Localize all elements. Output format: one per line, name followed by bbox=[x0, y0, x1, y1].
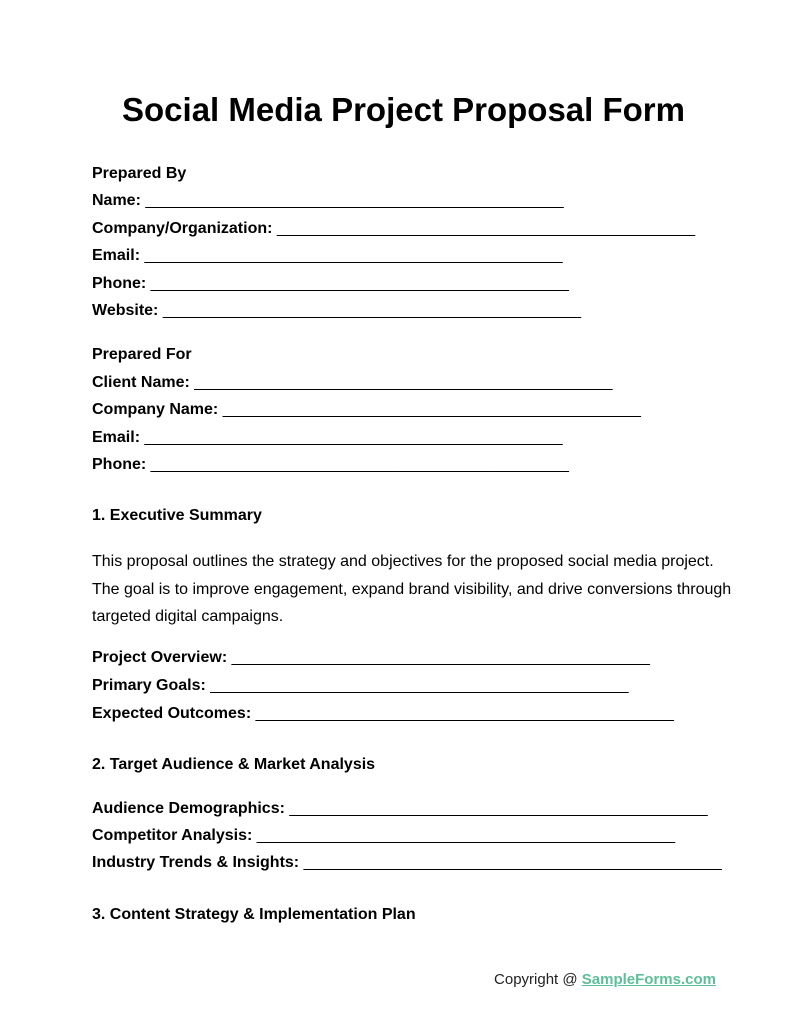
field-label: Name: bbox=[92, 192, 141, 209]
field-label: Client Name: bbox=[92, 374, 190, 391]
client-phone-field[interactable] bbox=[92, 455, 569, 475]
prepared-for-heading: Prepared For bbox=[92, 346, 192, 363]
company-organization-field[interactable] bbox=[92, 219, 695, 239]
footer-copyright bbox=[420, 970, 716, 990]
field-label: Competitor Analysis: bbox=[92, 827, 253, 844]
competitor-analysis-field[interactable] bbox=[92, 826, 675, 846]
field-blank[interactable]: _______________________________________________ bbox=[289, 800, 708, 817]
field-blank[interactable]: _______________________________________________ bbox=[144, 247, 563, 264]
field-label: Email: bbox=[92, 429, 141, 446]
website-field[interactable] bbox=[92, 301, 581, 321]
client-email-field[interactable] bbox=[92, 428, 563, 448]
field-label: Email: bbox=[92, 247, 141, 264]
section-heading-executive-summary: 1. Executive Summary bbox=[92, 507, 262, 524]
project-overview-field[interactable] bbox=[92, 648, 650, 668]
field-blank[interactable]: _______________________________________________ bbox=[256, 827, 676, 844]
field-label: Company Name: bbox=[92, 401, 219, 418]
field-label: Phone: bbox=[92, 456, 147, 473]
field-blank[interactable]: _______________________________________________ bbox=[162, 302, 582, 319]
name-field[interactable] bbox=[92, 191, 564, 211]
field-label: Industry Trends & Insights: bbox=[92, 854, 300, 871]
expected-outcomes-field[interactable] bbox=[92, 704, 674, 724]
primary-goals-field[interactable] bbox=[92, 676, 629, 696]
field-blank[interactable]: _______________________________________________ bbox=[144, 429, 563, 446]
field-blank[interactable]: _______________________________________________ bbox=[276, 220, 696, 237]
executive-summary-paragraph: This proposal outlines the strategy and objectives for the proposed social media project. The goal is to improve engagement, expand brand visibility, and drive conversions through targeted digital campaigns. bbox=[92, 553, 732, 625]
field-blank[interactable]: _______________________________________________ bbox=[150, 456, 569, 473]
copyright-text: Copyright @ bbox=[494, 971, 578, 988]
phone-field[interactable] bbox=[92, 274, 569, 294]
field-blank[interactable]: _______________________________________________ bbox=[303, 854, 722, 871]
section-heading-content-strategy: 3. Content Strategy & Implementation Plan bbox=[92, 906, 416, 923]
page-title: Social Media Project Proposal Form bbox=[122, 91, 685, 128]
sampleforms-link[interactable]: SampleForms.com bbox=[581, 971, 716, 988]
industry-trends-field[interactable] bbox=[92, 853, 722, 873]
field-label: Company/Organization: bbox=[92, 220, 273, 237]
field-label: Audience Demographics: bbox=[92, 800, 285, 817]
email-field[interactable] bbox=[92, 246, 563, 266]
field-blank[interactable]: _______________________________________________ bbox=[150, 275, 569, 292]
field-blank[interactable]: _______________________________________________ bbox=[222, 401, 641, 418]
field-blank[interactable]: _______________________________________________ bbox=[210, 677, 629, 694]
audience-demographics-field[interactable] bbox=[92, 799, 708, 819]
field-blank[interactable]: _______________________________________________ bbox=[145, 192, 564, 209]
section-heading-target-audience: 2. Target Audience & Market Analysis bbox=[92, 756, 376, 773]
field-label: Expected Outcomes: bbox=[92, 705, 252, 722]
field-blank[interactable]: _______________________________________________ bbox=[255, 705, 674, 722]
field-blank[interactable]: _______________________________________________ bbox=[231, 649, 650, 666]
field-label: Project Overview: bbox=[92, 649, 228, 666]
field-label: Primary Goals: bbox=[92, 677, 206, 694]
company-name-field[interactable] bbox=[92, 400, 641, 420]
client-name-field[interactable] bbox=[92, 373, 612, 393]
prepared-by-heading: Prepared By bbox=[92, 165, 187, 182]
field-label: Website: bbox=[92, 302, 159, 319]
field-blank[interactable]: _______________________________________________ bbox=[194, 374, 613, 391]
field-label: Phone: bbox=[92, 275, 147, 292]
